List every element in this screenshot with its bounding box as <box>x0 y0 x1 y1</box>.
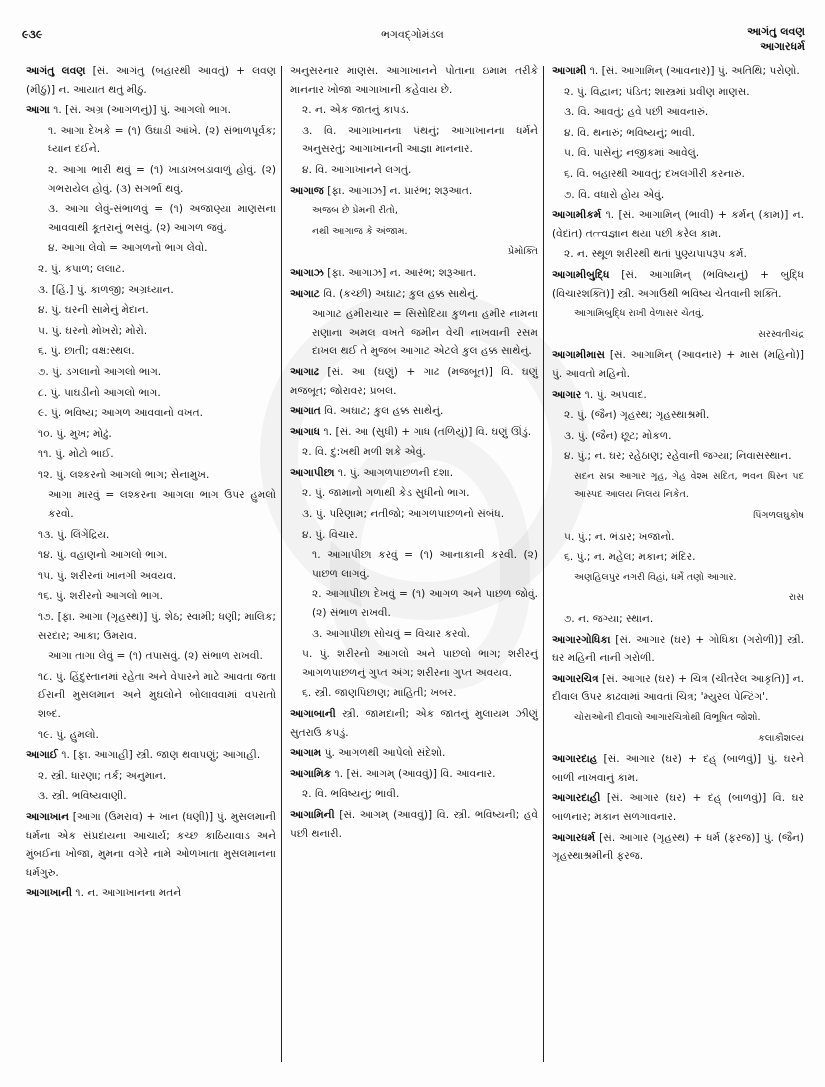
entry-text: ૪. પું. ઘરની સામેનું મેદાન. <box>38 304 149 317</box>
entry-text: પિંગળલઘુકોષ <box>753 510 804 522</box>
quotation <box>552 468 804 505</box>
headword: આગાઢ <box>290 365 320 378</box>
entry-text: ૮. પું. પાઘડીનો આગલો ભાગ. <box>38 386 161 399</box>
page-number: ૯૩૯ <box>22 28 43 41</box>
headword: આગા <box>26 104 50 117</box>
column-left <box>26 62 276 1052</box>
entry-text: પ્રેમોક્તિ <box>508 246 538 258</box>
entry-text: ૧. [સં. આગામિન્ (ભાવી) + કર્મન્ (કામ)] ન. (વેદાંત) તત્ત્વજ્ઞાન થયા પછી કરેલ કામ. <box>552 209 804 240</box>
dictionary-entry <box>552 386 804 405</box>
entry-text: ૨. વિ. ભવિષ્યનું; ભાવી. <box>302 788 400 801</box>
citation-source <box>552 730 804 749</box>
sense-line <box>26 608 276 645</box>
entry-text: સ્ત્રી. જામદાની; એક જાતનું મુલાયમ ઝીણું સુતરાઉ કપડું. <box>290 708 539 739</box>
sense-line <box>552 528 804 547</box>
entry-text: ૭. ન. જગ્યા; સ્થાન. <box>564 613 654 626</box>
entry-text: ૭. વિ. વધારો હોય એવું. <box>564 188 665 201</box>
entry-text: ૩. આગાપીછા સોચવું = વિચાર કરવો. <box>312 627 471 640</box>
entry-text: [સં. આગાર (ઘર) + દહ્ (બાળવું)] વિ. ઘર બાળનાર; મકાન સળગાવનાર. <box>552 792 805 823</box>
entry-text: કલાકૌશલ્ય <box>758 732 804 744</box>
dictionary-entry <box>290 744 538 763</box>
dictionary-entry <box>552 62 804 81</box>
entry-text: ૧૪. પું. વહાણનો આગલો ભાગ. <box>38 549 168 562</box>
citation-source <box>552 326 804 345</box>
column-middle <box>290 62 538 1052</box>
entry-text: [સં. આગાર (ઘર) + દહ્ (બાળવું)] પું. ઘરને બાળી નાખવાનું કામ. <box>552 753 804 784</box>
entry-text: ૨. ન. સ્થૂળ શરીરથી થતાં પુણ્યપાપરૂપ કર્મ. <box>564 248 747 261</box>
dictionary-entry <box>552 631 804 668</box>
dictionary-entry <box>26 808 276 882</box>
entry-text: [ફા. આગાઝ] ન. પ્રારંભ; શરૂઆત. <box>327 184 473 197</box>
entry-text: ૧. આગાપીછા કરવું = (૧) આનાકાની કરવી. (૨) પાછળ લાગવું. <box>312 549 538 580</box>
entry-text: ૨. આગા ભારી થવું = (૧) ખાડાખબડાવાળું હોવું. (૨) ગભરાયેલ હોવું. (૩) સગર્ભા થવું. <box>48 163 276 195</box>
entry-text: સદન સદ્મ આગાર ગૃહ, ગેહ વેશ્મ સદિત, ભવન ધિસ્ન પદ આસ્પદ આલય નિલય નિકેત. <box>574 470 804 501</box>
entry-text: ૨. સ્ત્રી. ધારણા; તર્ક; અનુમાન. <box>38 769 167 782</box>
dictionary-entry <box>552 346 804 383</box>
entry-text: આગા મારવું = લશ્કરના આગલા ભાગ ઉપર હુમલો કરવો. <box>48 489 276 521</box>
entry-text: ૧૬. પું. શરીરનો આગલો ભાગ. <box>38 590 163 603</box>
headword: આગામી <box>552 65 587 77</box>
columns <box>0 62 825 1062</box>
sense-line <box>26 425 276 444</box>
entry-text: ૧૭. [ફા. આગા (ગૃહસ્થ)] પું. શેઠ; સ્વામી; ધણી; માલિક; સરદાર; આકા; ઉમરાવ. <box>38 611 276 642</box>
guide-word-first: આગંતુ લવણ <box>747 25 805 38</box>
entry-text: ૩. વિ. આવતું; હવે પછી આવનારું. <box>564 106 709 119</box>
headword: આગાર <box>552 388 582 401</box>
entry-text: ૧૯. પું. હુમલો. <box>38 728 99 741</box>
entry-text: ૧૨. પું. લશ્કરનો આગલો ભાગ; સેનામુખ. <box>38 468 210 481</box>
sense-line <box>26 668 276 724</box>
sense-line <box>26 260 276 279</box>
sense-line <box>26 281 276 300</box>
entry-text: ૧૩. પું. લિંગેંદ્રિય. <box>38 528 110 541</box>
dictionary-entry <box>290 402 538 421</box>
headword: આગાખાની <box>26 887 73 900</box>
entry-text: ૪. પું.; ન. ઘર; રહેઠાણ; રહેવાની જગ્યા; નિવાસસ્થાન. <box>564 450 792 463</box>
dictionary-entry <box>26 884 276 903</box>
dictionary-entry <box>26 62 276 99</box>
entry-text: [આગા (ઉમરાવ) + ખાન (ધણી)] પું. મુસલમાની ધર્મના એક સંપ્રદાયના આચાર્ય; કચ્છ કાઠિયાવાડ અને મુંબઈના ખોજા, મુમના વગેરે નામે ઓળખાતા મુસલમાનના ધર્મગુરુ. <box>26 810 276 879</box>
headword: આગાજ <box>290 184 324 197</box>
idiom-example <box>290 625 538 644</box>
sense-line <box>552 447 804 466</box>
headword: આગામિની <box>290 808 335 821</box>
idiom-example <box>26 161 276 198</box>
citation-source <box>552 589 804 608</box>
sense-line <box>26 726 276 745</box>
sense-line <box>290 62 538 99</box>
entry-text: ૨. વિ. દુ:ખથી મળી શકે એવું. <box>302 446 426 459</box>
citation-source <box>552 507 804 526</box>
idiom-example <box>290 585 538 622</box>
entry-text: ૧. પું. આગળપાછળની દશા. <box>337 466 454 479</box>
entry-text: નથી આગાજ કે અંજામ. <box>312 225 408 237</box>
sense-line <box>26 787 276 806</box>
dictionary-entry <box>290 285 538 304</box>
dictionary-entry <box>26 101 276 120</box>
headword: આગાધ <box>290 425 321 438</box>
headword: આગાખાન <box>26 810 69 823</box>
entry-text: [સં. આગાર (ગૃહસ્થ) + ધર્મ (ફરજ)] પું. (જૈન) ગૃહસ્થાશ્રમીની ફરજ. <box>552 831 805 863</box>
entry-text: ૧. [સં. આગમ્ (આવવું)] વિ. આવનાર. <box>334 767 496 780</box>
entry-text: ૫. પું. શરીરનો આગલો અને પાછલો ભાગ; શરીરનું આગળપાછળનું ગુપ્ત અંગ; શરીરના ગુપ્ત અવયવ. <box>302 648 538 679</box>
entry-text: [સં. આગાર (ઘર) + ગોધિકા (ગરોળી)] સ્ત્રી. ઘર મહિની નાની ગરોળી. <box>552 633 804 665</box>
guide-word-last: આગારધર્મ <box>760 40 805 53</box>
sense-line <box>552 245 804 264</box>
sense-line <box>26 587 276 606</box>
headword: આગારદાહ <box>552 753 598 766</box>
entry-text: ૨. પું. (જૈન) ગૃહસ્થ; ગૃહસ્થાશ્રમી. <box>564 409 710 422</box>
dictionary-entry <box>552 789 804 826</box>
book-title: ભગવદ્ગોમંડલ <box>381 28 444 41</box>
entry-text: ૭. પું. ડગલાનો આગલો ભાગ. <box>38 365 162 378</box>
sense-line <box>26 466 276 485</box>
entry-text: વિ. અઘાટ; કુલ હક્ક સાથેનું. <box>324 405 444 418</box>
entry-text: ૪. આગા લેવો = આગળનો ભાગ લેવો. <box>48 242 208 255</box>
entry-text: રાસ <box>788 592 804 604</box>
entry-text: [સં. આગાર (ઘર) + ચિત્ર (ચીતરેલ આકૃતિ)] ન. દીવાલ ઉપર કાઢવામાં આવતાં ચિત્ર; 'મ્યુરલ પેન્ટિંગ'. <box>552 672 804 704</box>
dictionary-entry <box>290 806 538 843</box>
entry-text: ૧. ન. આગાખાનના મતને <box>75 887 182 900</box>
entry-text: ૧૦. પું. મુખ; મોઢું. <box>38 427 112 440</box>
entry-text: ૫. પું. ઘરનો મોખરો; મોરો. <box>38 324 148 337</box>
sense-line <box>290 526 538 545</box>
quotation <box>290 223 538 242</box>
quotation <box>552 569 804 588</box>
sense-line <box>290 505 538 524</box>
entry-text: ૨. ન. એક જાતનું કાપડ. <box>302 104 410 117</box>
dictionary-entry <box>552 670 804 707</box>
headword: આગંતુ લવણ <box>26 65 86 77</box>
headword: આગારચિત્ર <box>552 672 599 685</box>
sense-line <box>290 122 538 159</box>
entry-text: ૪. પું. વિચાર. <box>302 528 358 541</box>
entry-text: ૫. પું.; ન. ભંડાર; ખજાનો. <box>564 530 675 543</box>
entry-text: વિ. (કચ્છી) અઘાટ; કુલ હક્ક સાથેનું. <box>323 287 479 300</box>
quotation <box>552 305 804 324</box>
entry-text: ૧. [સં. અગ્ર (આગળનું)] પું. આગલો ભાગ. <box>53 104 231 117</box>
headword: આગામ <box>290 747 322 760</box>
headword: આગામીકર્મ <box>552 209 602 222</box>
sense-line <box>552 610 804 629</box>
sense-line <box>552 144 804 163</box>
citation-source <box>290 243 538 262</box>
sense-line <box>26 767 276 786</box>
entry-text: અનુસરનાર માણસ. આગાખાનને પોતાના ઇમામ તરીકે માનનાર ખોજા આગાખાની કહેવાય છે. <box>290 65 538 96</box>
dictionary-entry <box>552 829 804 866</box>
entry-text: ૧. [સં. આ (સુધી) + ગાધ (તળિયું)] વિ. ઘણું ઊંડું. <box>323 425 532 438</box>
entry-text: ૩. [હિં.] પું. કાળજી; અગ્રધ્યાન. <box>38 283 174 296</box>
sense-line <box>26 322 276 341</box>
sense-line <box>552 165 804 184</box>
entry-text: પું. આગળથી આપેલો સંદેશો. <box>324 747 446 760</box>
quotation <box>290 202 538 221</box>
entry-text: અણહિલપુર નગરી વિહાં, ધર્મે તણો આગાર. <box>574 571 737 583</box>
sense-line <box>26 342 276 361</box>
entry-text: ૩. પું. (જૈન) છૂટ; મોકળ. <box>564 429 672 442</box>
headword: આગામિક <box>290 767 332 780</box>
entry-text: ૪. વિ. આગાખાનને લગતું. <box>302 163 412 176</box>
sense-line <box>552 103 804 122</box>
entry-text: [સં. આ (ઘણું) + ગાઢ (મજબૂત)] વિ. ઘણું મજબૂત; જોરાવર; પ્રબલ. <box>290 365 539 397</box>
entry-text: ૬. સ્ત્રી. જાણપિછાણ; માહિતી; ખબર. <box>302 687 457 700</box>
sense-line <box>552 186 804 205</box>
sense-line <box>290 101 538 120</box>
idiom-example <box>26 200 276 237</box>
sense-line <box>26 301 276 320</box>
headword: આગાટ <box>290 287 320 300</box>
headword: આગાઝ <box>290 266 324 279</box>
sense-line <box>552 83 804 102</box>
dictionary-entry <box>552 266 804 303</box>
dictionary-entry <box>290 765 538 784</box>
entry-text: ૫. વિ. પાસેનું; નજીકમાં આવેલું. <box>564 147 700 160</box>
entry-text: ૧૧. પું. મોટો ભાઈ. <box>38 448 114 461</box>
dictionary-entry <box>290 423 538 442</box>
entry-text: આગા તાગા લેવું = (૧) તપાસવું. (૨) સંભાળ રાખવી. <box>48 650 263 663</box>
dictionary-entry <box>552 206 804 243</box>
guide-words <box>747 24 805 54</box>
entry-text: ૬. પું.; ન. મહેલ; મકાન; મંદિર. <box>564 551 696 564</box>
dictionary-entry <box>290 464 538 483</box>
dictionary-entry <box>552 750 804 787</box>
entry-text: ૧. [ફા. આગાહી] સ્ત્રી. જાણ થવાપણું; આગાહી. <box>61 749 261 762</box>
sense-line <box>552 427 804 446</box>
sense-line <box>26 384 276 403</box>
idiom-example <box>26 486 276 523</box>
entry-text: સરસ્વતીચંદ્ર <box>758 328 804 340</box>
entry-text: ૧૮. પું. હિંદુસ્તાનમાં રહેતા અને વેપારને માટે આવતા જતા ઈરાની મુસલમાન અને મુઘલોને બોલાવવામાં વપરાતો શબ્દ. <box>38 670 276 720</box>
entry-text: ૨. આગાપીછા દેખવું = (૧) આગળ અને પાછળ જોવું. (૨) સંભાળ રાખવી. <box>312 588 538 620</box>
sense-line <box>26 546 276 565</box>
entry-text: [ફા. આગાઝ] ન. આરંભ; શરૂઆત. <box>327 266 477 279</box>
sense-line <box>26 445 276 464</box>
entry-text: ૧. આગા દેખકે = (૧) ઉઘાડી આંખે. (૨) સંભાળપૂર્વક; ધ્યાન દઈને. <box>48 124 276 156</box>
page-header <box>0 22 825 58</box>
headword: આગારધર્મ <box>552 831 596 844</box>
entry-text: ૬. વિ. બહારથી આવતું; દખલગીરી કરનારું. <box>564 167 745 180</box>
sense-line <box>552 406 804 425</box>
sense-line <box>290 161 538 180</box>
headword: આગાબાની <box>290 708 336 720</box>
headword: આગાઈ <box>26 749 58 762</box>
headword: આગામીમાસ <box>552 349 605 362</box>
idiom-example <box>26 239 276 258</box>
entry-text: ૯. પું. ભવિષ્ય; આગળ આવવાનો વખત. <box>38 407 204 420</box>
entry-text: ૬. પું. છાતી; વક્ષ:સ્થલ. <box>38 345 135 358</box>
headword: આગારદાહી <box>552 792 601 805</box>
entry-text: આગાટ હમીરાચાર = સિસોદિયા કુળના હમીર નામના રાણાના અમલ વખતે જમીન વેચી નાખવાની રસમ દાખલ થઈ તે મુજબ આગાટ એટલે કુલ હક્ક સાથેનું. <box>312 308 538 358</box>
entry-text: ૧. [સં. આગામિન્ (આવનાર)] પું. અતિથિ; પરોણો. <box>589 65 800 77</box>
sense-line <box>290 645 538 682</box>
entry-text: આગામિબુદ્ધિ રાખી વેળાસર ચેતવું. <box>574 308 705 320</box>
headword: આગામીબુદ્ધિ <box>552 268 610 281</box>
sense-line <box>552 124 804 143</box>
sense-line <box>290 684 538 703</box>
entry-text: ૧૫. પું. શરીરનાં ખાનગી અવયવ. <box>38 569 177 582</box>
entry-text: [સં. આગંતુ (બહારથી આવતું) + લવણ (મીઠું)] ન. આયાત થતું મીઠું. <box>26 65 276 96</box>
entry-text: ૪. વિ. થનારું; ભવિષ્યનું; ભાવી. <box>564 126 695 139</box>
sense-line <box>290 443 538 462</box>
entry-text: અજબ છે પ્રેમની રીતો, <box>312 205 398 217</box>
dictionary-entry <box>290 705 538 742</box>
entry-text: ૨. પું. વિદ્વાન; પંડિત; શાસ્ત્રમાં પ્રવીણ માણસ. <box>564 85 750 98</box>
entry-text: [સં. આગામિન્ (ભવિષ્યનું) + બુદ્ધિ (વિચારશક્તિ)] સ્ત્રી. અગાઉથી ભવિષ્ય ચેતવાની શક્તિ. <box>552 268 804 300</box>
sense-line <box>552 548 804 567</box>
entry-text: ૩. આગા લેવું-સંભાળવું = (૧) અજાણ્યા માણસના આવવાથી કૂતરાનું ભસવું. (૨) આગળ જવું. <box>48 203 276 234</box>
entry-text: ૨. પું. કપાળ; લલાટ. <box>38 262 125 275</box>
entry-text: ૨. પું. જામાનો ગળાથી કેડ સુધીનો ભાગ. <box>302 487 470 500</box>
sense-line <box>26 567 276 586</box>
entry-text: [સં. આગમ્ (આવવું)] વિ. સ્ત્રી. ભવિષ્યની; હવે પછી થનારી. <box>290 808 538 840</box>
dictionary-entry <box>26 746 276 765</box>
sense-line <box>26 363 276 382</box>
headword: આગાત <box>290 405 321 418</box>
sense-line <box>26 526 276 545</box>
sense-line <box>290 484 538 503</box>
dictionary-entry <box>290 264 538 283</box>
entry-text: [સં. આગામિન્ (આવનાર) + માસ (મહિનો)] પું. આવતો મહિનો. <box>552 349 805 380</box>
column-right <box>552 62 804 1052</box>
quotation <box>552 709 804 728</box>
entry-text: ૧. પું. અપવાદ. <box>584 388 647 401</box>
dictionary-entry <box>290 182 538 201</box>
headword: આગારગોધિકા <box>552 633 611 646</box>
idiom-example <box>26 122 276 159</box>
entry-text: ૩. પું. પરિણામ; નતીજો; આગળપાછળનો સંબંધ. <box>302 508 505 521</box>
entry-text: ૩. સ્ત્રી. ભવિષ્યવાણી. <box>38 790 127 803</box>
sense-line <box>26 404 276 423</box>
dictionary-entry <box>290 363 538 400</box>
headword: આગાપીછા <box>290 466 335 479</box>
idiom-example <box>290 546 538 583</box>
idiom-example <box>26 647 276 666</box>
entry-text: ચોરાઓની દીવાલો આગારચિત્રોથી વિભૂષિત જોશો. <box>574 712 761 723</box>
entry-text: ૩. વિ. આગાખાનના પંથનું; આગાખાનના ધર્મને અનુસરતું; આગાખાનની આજ્ઞા માનનાર. <box>302 124 538 156</box>
sense-line <box>290 785 538 804</box>
idiom-example <box>290 305 538 361</box>
